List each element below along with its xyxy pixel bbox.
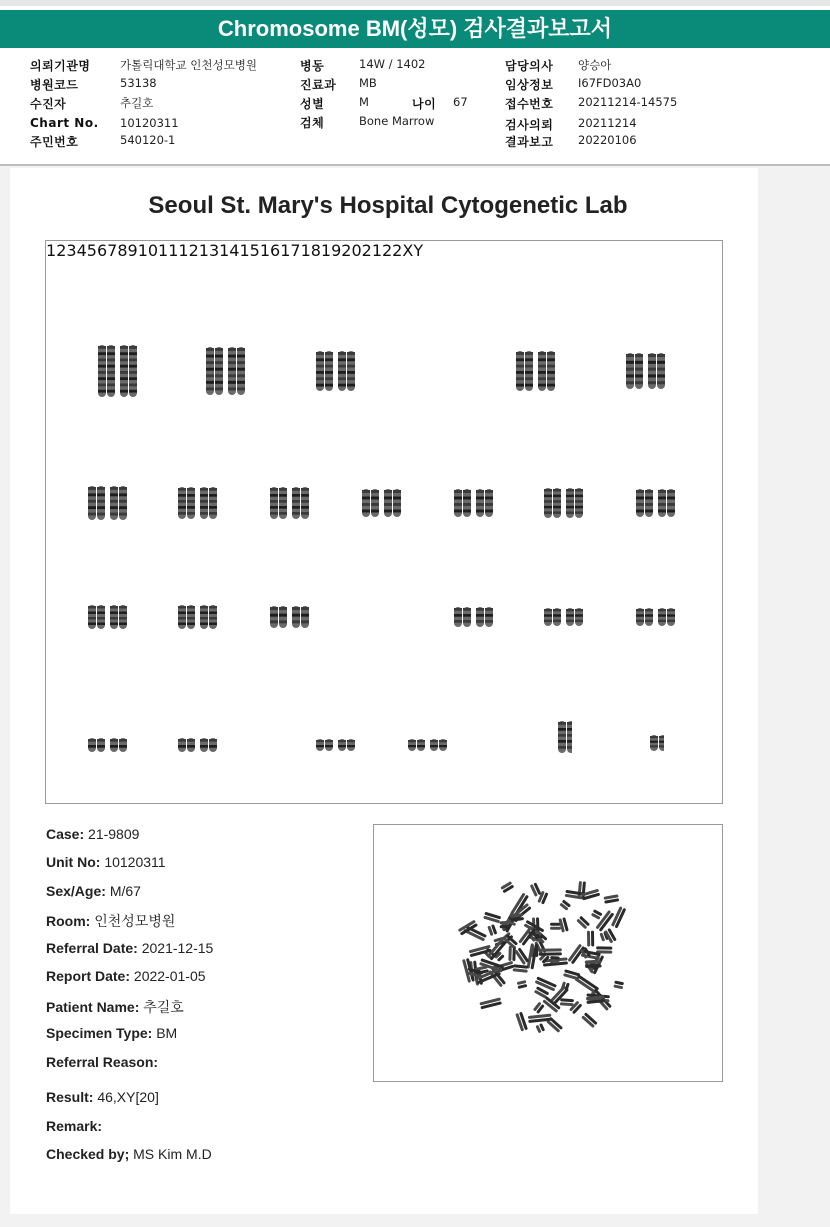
chromosome-image <box>176 486 220 520</box>
chromosome-image <box>176 604 220 630</box>
metaphase-image-panel <box>373 824 723 1082</box>
chromosome-image <box>86 737 130 753</box>
chromosome-image <box>268 605 312 629</box>
chromosome-label: 15 <box>239 241 260 260</box>
unit-line <box>46 854 166 870</box>
header-label: 병원코드 <box>30 78 79 92</box>
chromosome-label: 13 <box>198 241 220 260</box>
header-label: 담당의사 <box>505 59 554 73</box>
chromosome-pair-3 <box>314 350 358 392</box>
chromosome-pair-16 <box>452 606 496 628</box>
specimen-line <box>46 1025 177 1041</box>
lab-title: Seoul St. Mary's Hospital Cytogenetic Lab <box>148 192 628 219</box>
report-date-line <box>46 968 206 984</box>
chromosome-image <box>634 488 678 518</box>
chromosome-pair-1 <box>96 344 140 398</box>
header-label: 접수번호 <box>505 97 554 111</box>
chromosome-image <box>624 352 668 390</box>
specimen-value: BM <box>156 1025 178 1041</box>
unit-value: 10120311 <box>104 854 166 870</box>
case-label: Case: <box>46 826 85 842</box>
chromosome-label: 20 <box>341 241 362 260</box>
header-value: 20211214-14575 <box>578 95 678 109</box>
chromosome-label: 21 <box>361 241 382 260</box>
chromosome-image <box>204 346 248 396</box>
patient-name-line <box>46 997 184 1017</box>
chromosome-label: 9 <box>127 241 138 260</box>
header-value: 53138 <box>120 76 157 90</box>
header-value: 10120311 <box>120 116 179 130</box>
chromosome-image <box>542 607 586 627</box>
chromosome-image <box>452 606 496 628</box>
chromosome-pair-20 <box>176 737 220 753</box>
referral-date-value: 2021-12-15 <box>141 940 214 956</box>
header-value: 540120-1 <box>120 133 176 147</box>
specimen-label: Specimen Type: <box>46 1025 153 1041</box>
chromosome-label: 8 <box>117 241 128 260</box>
chromosome-label: Y <box>413 241 424 260</box>
patient-name-value: 추길호 <box>143 999 184 1015</box>
header-label: 나이 <box>412 97 437 111</box>
result-value: 46,XY[20] <box>97 1089 159 1105</box>
remark-label: Remark: <box>46 1118 103 1134</box>
result-line <box>46 1089 159 1105</box>
referral-reason-line <box>46 1054 158 1070</box>
chromosome-image <box>556 720 572 754</box>
chromosome-pair-2 <box>204 346 248 396</box>
chromosome-pair-22 <box>406 738 450 752</box>
chromosome-label: 17 <box>280 241 301 260</box>
chromosome-label: 16 <box>259 241 281 260</box>
chromosome-image <box>452 488 496 518</box>
header-value: 14W / 1402 <box>359 57 426 71</box>
chromosome-pair-6 <box>86 485 130 521</box>
chromosome-image <box>96 344 140 398</box>
header-label: 결과보고 <box>505 135 554 149</box>
header-value: 가톨릭대학교 인천성모병원 <box>120 58 257 72</box>
chromosome-label: 2 <box>56 241 67 260</box>
header-label: 검체 <box>300 116 325 130</box>
chromosome-pair-10 <box>452 488 496 518</box>
chromosome-label: 10 <box>137 241 159 260</box>
chromosome-image <box>314 738 358 752</box>
header-label: 성별 <box>300 97 325 111</box>
sex-age-value: M/67 <box>109 883 141 899</box>
top-divider <box>0 0 830 6</box>
case-value: 21-9809 <box>88 826 140 842</box>
header-label: 임상정보 <box>505 78 554 92</box>
chromosome-pair-18 <box>634 607 678 627</box>
chromosome-label: 5 <box>86 241 97 260</box>
remark-line <box>46 1118 102 1134</box>
case-line <box>46 826 139 842</box>
metaphase-spread-image <box>374 825 722 1081</box>
sex-age-label: Sex/Age: <box>46 883 106 899</box>
header-value: I67FD03A0 <box>578 76 642 90</box>
header-value: 67 <box>453 95 468 109</box>
chromosome-image <box>360 488 404 518</box>
chromosome-pair-12 <box>634 488 678 518</box>
chromosome-image <box>406 738 450 752</box>
room-label: Room: <box>46 913 91 929</box>
chromosome-image <box>634 607 678 627</box>
checked-by-value: MS Kim M.D <box>133 1146 212 1162</box>
chromosome-pair-9 <box>360 488 404 518</box>
chromosome-image <box>176 737 220 753</box>
chromosome-label: 11 <box>158 241 179 260</box>
room-value: 인천성모병원 <box>94 913 176 929</box>
chromosome-label: X <box>402 241 414 260</box>
chromosome-pair-4 <box>514 350 558 392</box>
header-value: 추길호 <box>120 96 154 110</box>
chromosome-label: 4 <box>76 241 87 260</box>
chromosome-label: 22 <box>382 241 403 260</box>
header-value: 20211214 <box>578 116 637 130</box>
referral-date-label: Referral Date: <box>46 940 138 956</box>
chromosome-image <box>86 485 130 521</box>
chromosome-pair-X <box>556 720 572 754</box>
chromosome-image <box>542 487 586 519</box>
karyogram-panel <box>45 240 723 804</box>
chromosome-image <box>648 734 664 752</box>
chromosome-label: 7 <box>107 241 118 260</box>
header-label: 검사의뢰 <box>505 118 554 132</box>
chromosome-pair-Y <box>648 734 664 752</box>
chromosome-image <box>86 604 130 630</box>
chromosome-pair-14 <box>176 604 220 630</box>
header-value: 양승아 <box>578 58 612 72</box>
chromosome-image <box>514 350 558 392</box>
chromosome-label: 12 <box>178 241 199 260</box>
header-label: Chart No. <box>30 116 99 130</box>
chromosome-label: 1 <box>46 241 57 260</box>
chromosome-pair-17 <box>542 607 586 627</box>
patient-header <box>0 54 830 164</box>
header-label: 진료과 <box>300 78 337 92</box>
header-label: 의뢰기관명 <box>30 59 91 73</box>
checked-by-label: Checked by; <box>46 1146 130 1162</box>
chromosome-image <box>314 350 358 392</box>
header-value: M <box>359 95 369 109</box>
chromosome-image <box>268 486 312 520</box>
chromosome-pair-7 <box>176 486 220 520</box>
chromosome-pair-8 <box>268 486 312 520</box>
chromosome-label: 18 <box>300 241 321 260</box>
chromosome-label: 14 <box>219 241 240 260</box>
header-label: 주민번호 <box>30 135 79 149</box>
chromosome-label: 6 <box>96 241 108 260</box>
chromosome-label: 19 <box>320 241 342 260</box>
room-line <box>46 911 175 931</box>
report-date-label: Report Date: <box>46 968 131 984</box>
header-value: 20220106 <box>578 133 637 147</box>
header-label: 병동 <box>300 59 325 73</box>
report-title-banner: Chromosome BM(성모) 검사결과보고서 <box>0 10 830 48</box>
unit-label: Unit No: <box>46 854 101 870</box>
patient-name-label: Patient Name: <box>46 999 140 1015</box>
chromosome-pair-21 <box>314 738 358 752</box>
chromosome-pair-11 <box>542 487 586 519</box>
chromosome-pair-5 <box>624 352 668 390</box>
chromosome-pair-13 <box>86 604 130 630</box>
result-label: Result: <box>46 1089 94 1105</box>
chromosome-pair-15 <box>268 605 312 629</box>
referral-reason-label: Referral Reason: <box>46 1054 159 1070</box>
header-value: Bone Marrow <box>359 114 435 128</box>
chromosome-pair-19 <box>86 737 130 753</box>
report-date-value: 2022-01-05 <box>133 968 206 984</box>
sex-age-line <box>46 883 141 899</box>
checked-by-line <box>46 1146 212 1162</box>
header-label: 수진자 <box>30 97 67 111</box>
chromosome-label: 3 <box>66 241 77 260</box>
referral-date-line <box>46 940 213 956</box>
header-value: MB <box>359 76 377 90</box>
